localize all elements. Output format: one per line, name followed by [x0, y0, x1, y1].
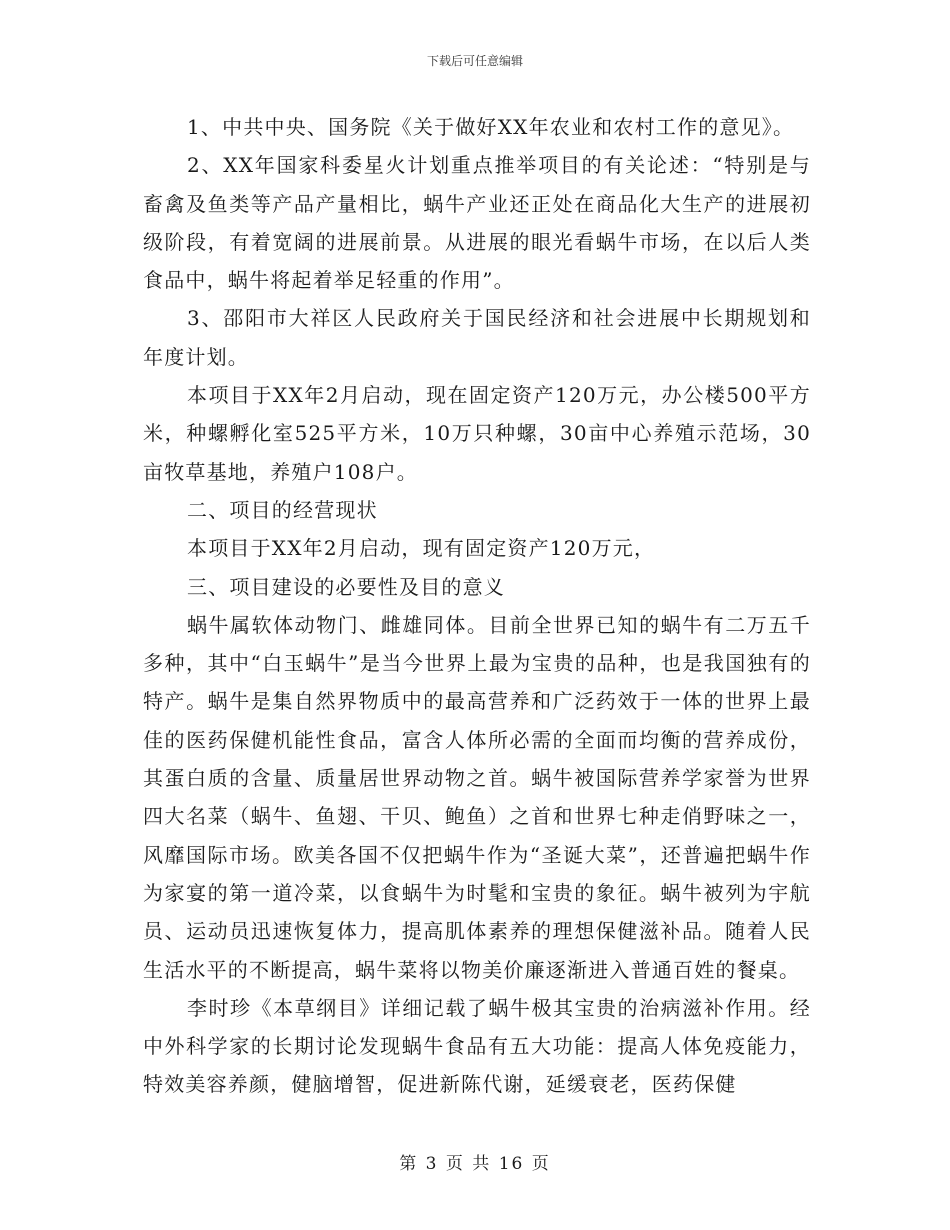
page-number-footer: 第 3 页 共 16 页: [399, 1154, 551, 1174]
section-heading-operation-status: 二、项目的经营现状: [187, 497, 378, 522]
document-body: [143, 108, 811, 1104]
section-heading-necessity: 三、项目建设的必要性及目的意义: [187, 574, 505, 599]
paragraph-ref-3: 3、邵阳市大祥区人民政府关于国民经济和社会进展中长期规划和年度计划。: [143, 306, 811, 369]
page-header: 下载后可任意编辑: [426, 54, 523, 68]
paragraph-operation-status: 本项目于XX年2月启动，现有固定资产120万元，: [187, 536, 656, 561]
paragraph-project-intro: 本项目于XX年2月启动，现在固定资产120万元，办公楼500平方米，种螺孵化室525平方米，10万只种螺，30亩中心养殖示范场，30亩牧草基地，养殖户108户。: [143, 383, 811, 484]
paragraph-ref-1: 1、中共中央、国务院《关于做好XX年农业和农村工作的意见》。: [187, 115, 795, 139]
paragraph-snail-description: 蜗牛属软体动物门、雌雄同体。目前全世界已知的蜗牛有二万五千多种，其中“白玉蜗牛”是当今世界上最为宝贵的品种，也是我国独有的特产。蜗牛是集自然界物质中的最高营养和广泛药效于一体的世界上最佳的医药保健机能性食品，富含人体所必需的全面而均衡的营养成份，其蛋白质的含量、质量居世界动物之首。蜗牛被国际营养学家誉为世界四大名菜（蜗牛、鱼翅、干贝、鲍鱼）之首和世界七种走俏野味之一，风靡国际市场。欧美各国不仅把蜗牛作为“圣诞大菜”，还普遍把蜗牛作为家宴的第一道冷菜，以食蜗牛为时髦和宝贵的象征。蜗牛被列为宇航员、运动员迅速恢复体力，提高肌体素养的理想保健滋补品。随着人民生活水平的不断提高，蜗牛菜将以物美价廉逐渐进入普通百姓的餐桌。: [143, 612, 811, 982]
paragraph-snail-benefits: 李时珍《本草纲目》详细记载了蜗牛极其宝贵的治病滋补作用。经中外科学家的长期讨论发现蜗牛食品有五大功能：提高人体免疫能力，特效美容养颜，健脑增智，促进新陈代谢，延缓衰老，医药保健: [143, 995, 811, 1097]
paragraph-ref-2: 2、XX年国家科委星火计划重点推举项目的有关论述：“特别是与畜禽及鱼类等产品产量相比，蜗牛产业还正处在商品化大生产的进展初级阶段，有着宽阔的进展前景。从进展的眼光看蜗牛市场，在以后人类食品中，蜗牛将起着举足轻重的作用”。: [143, 153, 811, 293]
